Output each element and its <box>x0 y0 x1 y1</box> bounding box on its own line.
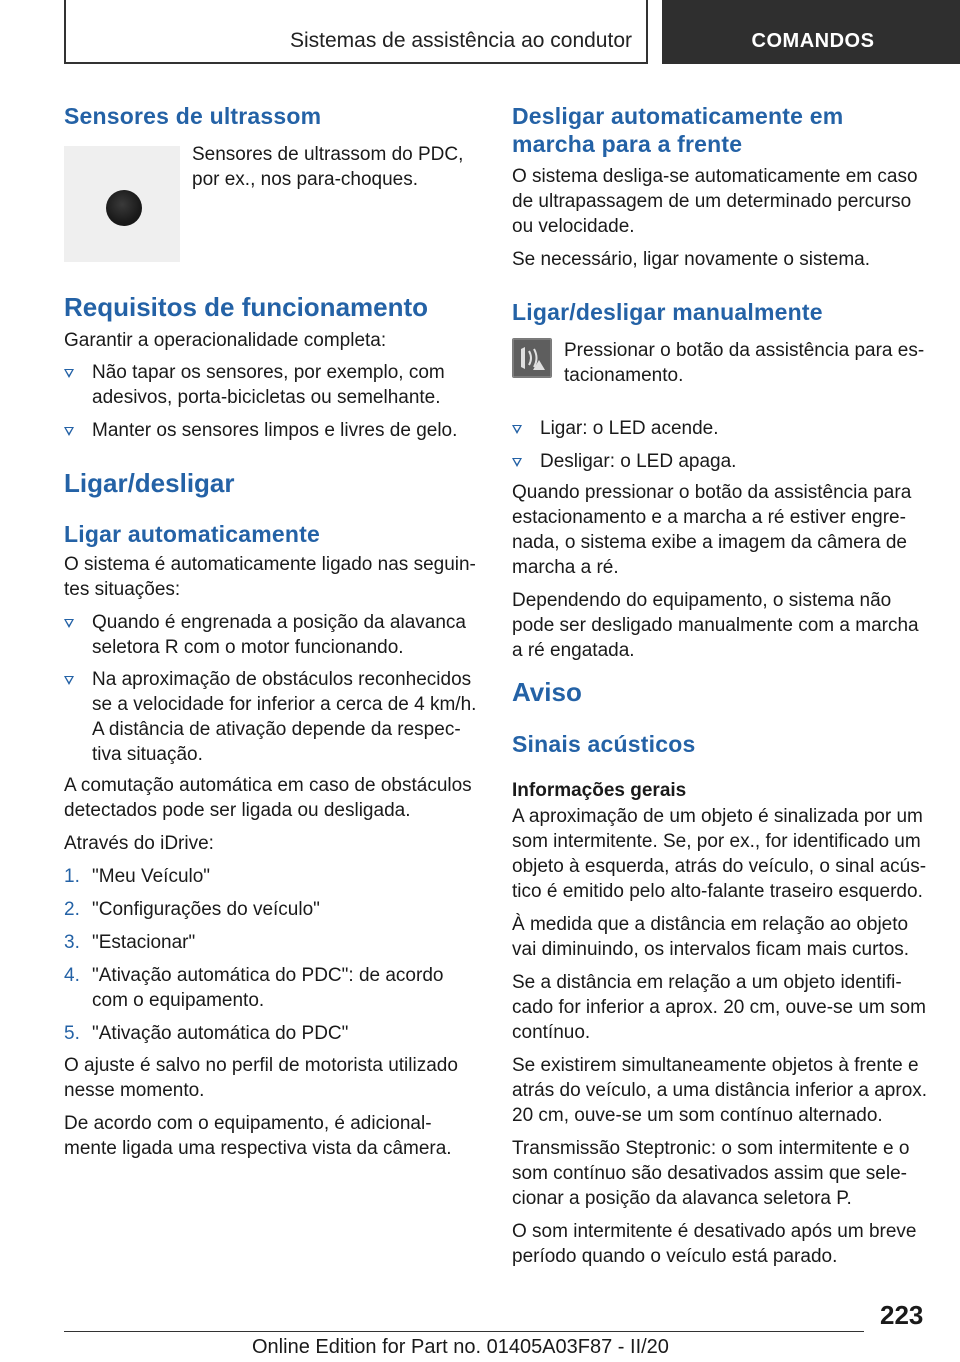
list-item: Manter os sensores limpos e livres de gelo. <box>64 418 480 443</box>
profile-save-text: O ajuste é salvo no perfil de motorista utilizado nesse momento. <box>64 1055 458 1101</box>
list-item: Ligar: o LED acende. <box>512 416 928 441</box>
section-requirements <box>64 292 480 443</box>
section-ultrasonic-sensors <box>64 102 480 130</box>
footer-divider <box>64 1331 864 1332</box>
step-item: 5. "Ativação automática do PDC" <box>64 1023 349 1044</box>
heading-warning: Aviso <box>512 677 582 707</box>
section-auto-off <box>512 102 928 272</box>
heading-auto-on: Ligar automaticamente <box>64 521 320 547</box>
warning-paragraph: A aproximação de um objeto é sinalizada por um som intermitente. Se, por ex., for identificado um objeto à esquerda, atrás do veículo, o sinal acús-tico é emitido pelo alto-falante traseiro esquerdo. <box>512 806 927 902</box>
requirements-list <box>64 360 480 443</box>
heading-requirements: Requisitos de funcionamento <box>64 292 429 322</box>
section-manual <box>512 298 928 663</box>
heading-auto-off: Desligar automaticamente em marcha para a frente <box>512 103 844 157</box>
reverse-camera-text: Quando pressionar o botão da assistência para estacionamento e a marcha a ré estiver engre-nada, o sistema exibe a imagem da câmera de marcha a ré. <box>512 482 912 578</box>
idrive-steps <box>64 864 480 1046</box>
heading-on-off: Ligar/desligar <box>64 468 235 498</box>
auto-on-intro: O sistema é automaticamente ligado nas seguin-tes situações: <box>64 554 476 600</box>
sensor-image <box>64 146 180 262</box>
warning-paragraph: À medida que a distância em relação ao objeto vai diminuindo, os intervalos ficam mais curtos. <box>512 914 910 960</box>
list-item: Não tapar os sensores, por exemplo, com adesivos, porta-bicicletas ou semelhante. <box>64 360 480 410</box>
manual-off-restriction: Dependendo do equipamento, o sistema não pode ser desligado manualmente com a marcha a ré engatada. <box>512 590 919 661</box>
heading-ultrasonic-sensors: Sensores de ultrassom <box>64 103 322 129</box>
step-item: 3. "Estacionar" <box>64 932 196 953</box>
heading-general-info: Informações gerais <box>512 780 687 801</box>
warning-paragraph: Se existirem simultaneamente objetos à frente e atrás do veículo, a uma distância inferior a aprox. 20 cm, ouve-se um som contínuo alternado. <box>512 1055 928 1126</box>
header-chapter-box <box>64 0 648 64</box>
auto-off-reenable: Se necessário, ligar novamente o sistema. <box>512 249 871 270</box>
list-item: Quando é engrenada a posição da alavanca seletora R com o motor funcionando. <box>64 610 480 660</box>
warning-paragraph: Transmissão Steptronic: o som intermitente e o som contínuo são desativados assim que sele-cionar a posição da alavanca seletora P. <box>512 1138 910 1209</box>
idrive-intro: Através do iDrive: <box>64 833 214 854</box>
auto-on-list <box>64 610 480 767</box>
heading-acoustic-signals: Sinais acústicos <box>512 731 696 757</box>
warning-paragraph: Se a distância em relação a um objeto identifi-cado for inferior a aprox. 20 cm, ouve-se um som contínuo. <box>512 972 926 1043</box>
triangle-bullet-icon <box>512 449 532 475</box>
triangle-bullet-icon <box>64 360 84 386</box>
section-on-off <box>64 468 480 1161</box>
triangle-bullet-icon <box>512 416 532 442</box>
triangle-bullet-icon <box>64 418 84 444</box>
section-warning <box>512 677 928 1269</box>
auto-switch-text: A comutação automática em caso de obstáculos detectados pode ser ligada ou desligada. <box>64 775 472 821</box>
auto-off-text: O sistema desliga-se automaticamente em caso de ultrapassagem de um determinado percurso ou velocidade. <box>512 166 918 237</box>
header-section-tab <box>662 0 960 64</box>
list-item: Desligar: o LED apaga. <box>512 449 928 474</box>
warning-paragraph: O som intermitente é desativado após um breve período quando o veículo está parado. <box>512 1221 917 1267</box>
heading-manual: Ligar/desligar manualmente <box>512 299 823 325</box>
requirements-intro: Garantir a operacionalidade completa: <box>64 330 387 351</box>
manual-button-row <box>512 338 928 396</box>
sensor-description: Sensores de ultrassom do PDC, por ex., nos para-choques. <box>192 144 464 190</box>
manual-led-list <box>512 416 928 474</box>
page-number: 223 <box>880 1300 924 1330</box>
button-instruction: Pressionar o botão da assistência para es-tacionamento. <box>564 340 925 386</box>
step-item: 1. "Meu Veículo" <box>64 866 211 887</box>
chapter-title: Sistemas de assistência ao condutor <box>289 29 632 52</box>
step-item: 2. "Configurações do veículo" <box>64 899 320 920</box>
ultrasonic-sensor-icon <box>106 190 142 226</box>
triangle-bullet-icon <box>64 610 84 636</box>
section-title: COMANDOS <box>751 30 875 52</box>
camera-view-text: De acordo com o equipamento, é adicional-mente ligada uma respectiva vista da câmera. <box>64 1113 452 1159</box>
edition-note: Online Edition for Part no. 01405A03F87 - II/20 <box>252 1336 669 1358</box>
park-assist-button-icon <box>512 338 552 378</box>
step-item: 4. "Ativação automática do PDC": de acordo com o equipamento. <box>64 965 444 1011</box>
triangle-bullet-icon <box>64 667 84 693</box>
list-item: Na aproximação de obstáculos reconhecidos se a velocidade for inferior a cerca de 4 km/h. A distância de ativação depende da respec-tiva situação. <box>64 667 480 767</box>
